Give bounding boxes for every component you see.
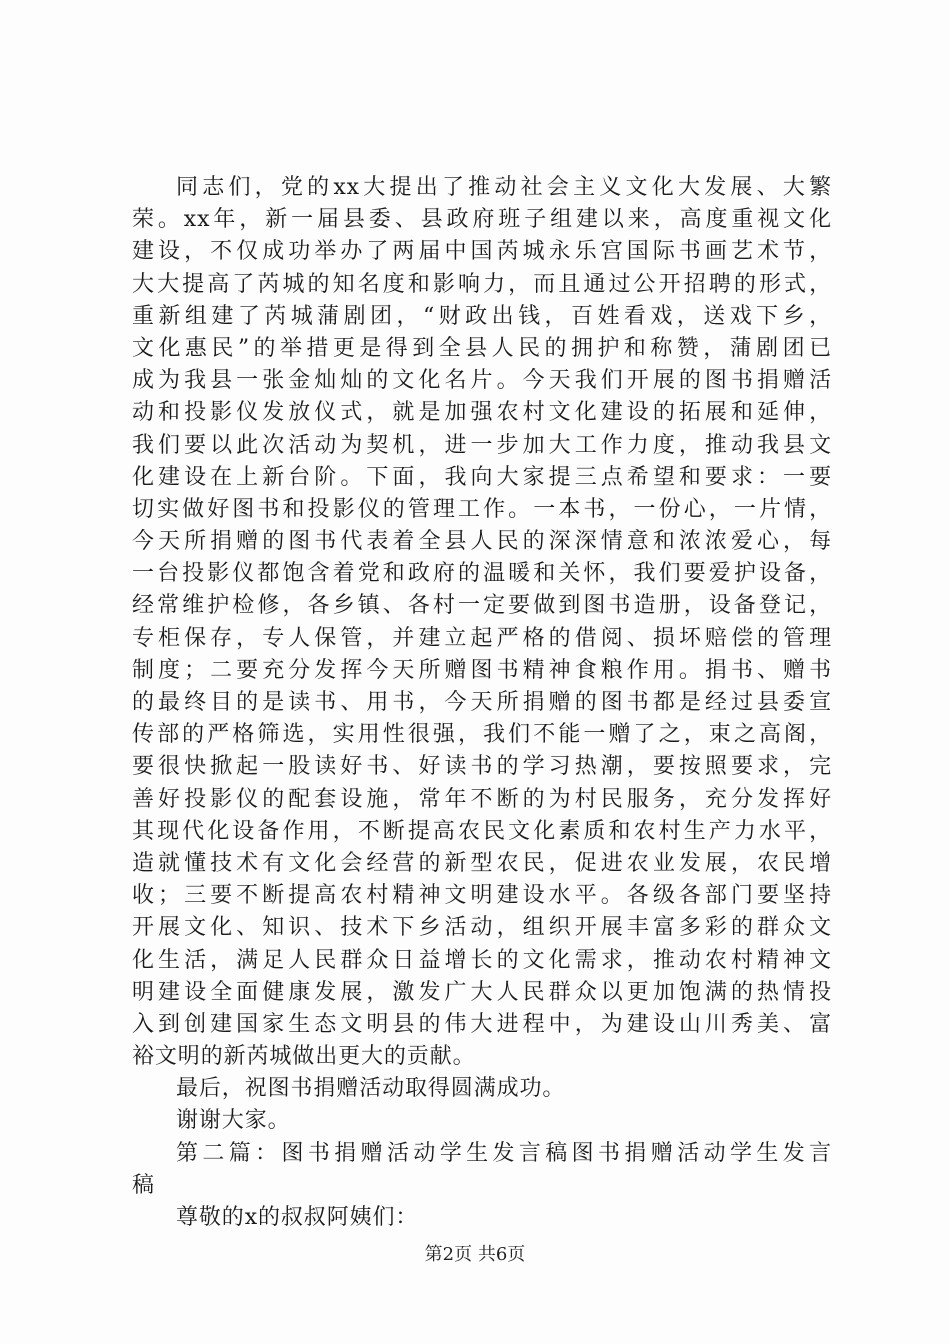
paragraph-line: 造就懂技术有文化会经营的新型农民，促进农业发展，农民增 bbox=[132, 850, 832, 876]
paragraph-line: 大大提高了芮城的知名度和影响力，而且通过公开招聘的形式， bbox=[132, 271, 832, 297]
paragraph-line: 制度；二要充分发挥今天所赠图书精神食粮作用。捐书、赠书 bbox=[132, 657, 832, 683]
paragraph-line: 明建设全面健康发展，激发广大人民群众以更加饱满的热情投 bbox=[132, 979, 832, 1005]
section-heading: 第二篇：图书捐赠活动学生发言稿图书捐赠活动学生发言 bbox=[176, 1140, 832, 1166]
paragraph-line: 化生活，满足人民群众日益增长的文化需求，推动农村精神文 bbox=[132, 947, 832, 973]
paragraph-line: 善好投影仪的配套设施，常年不断的为村民服务，充分发挥好 bbox=[132, 786, 832, 812]
paragraph-line: 入到创建国家生态文明县的伟大进程中，为建设山川秀美、富 bbox=[132, 1011, 832, 1037]
paragraph-line: 同志们，党的xx大提出了推动社会主义文化大发展、大繁 bbox=[176, 175, 832, 200]
paragraph-line: 成为我县一张金灿灿的文化名片。今天我们开展的图书捐赠活 bbox=[132, 368, 832, 394]
paragraph-line: 专柜保存，专人保管，并建立起严格的借阅、损坏赔偿的管理 bbox=[132, 625, 832, 651]
paragraph-line: 文化惠民”的举措更是得到全县人民的拥护和称赞，蒲剧团已 bbox=[132, 335, 832, 361]
paragraph-line: 我们要以此次活动为契机，进一步加大工作力度，推动我县文 bbox=[132, 432, 832, 458]
closing-line: 谢谢大家。 bbox=[176, 1108, 291, 1134]
paragraph-line: 切实做好图书和投影仪的管理工作。一本书，一份心，一片情， bbox=[132, 496, 832, 522]
paragraph-line: 一台投影仪都饱含着党和政府的温暖和关怀，我们要爱护设备， bbox=[132, 561, 832, 587]
paragraph-line: 今天所捐赠的图书代表着全县人民的深深情意和浓浓爱心，每 bbox=[132, 529, 832, 555]
page-footer: 第2页 共6页 bbox=[424, 1244, 526, 1265]
paragraph-line: 化建设在上新台阶。下面，我向大家提三点希望和要求：一要 bbox=[132, 464, 832, 490]
paragraph-line: 开展文化、知识、技术下乡活动，组织开展丰富多彩的群众文 bbox=[132, 915, 832, 941]
paragraph-line: 其现代化设备作用，不断提高农民文化素质和农村生产力水平， bbox=[132, 818, 832, 844]
paragraph-line: 的最终目的是读书、用书，今天所捐赠的图书都是经过县委宣 bbox=[132, 690, 832, 715]
paragraph-line: 荣。xx年，新一届县委、县政府班子组建以来，高度重视文化 bbox=[132, 207, 832, 233]
paragraph-line: 重新组建了芮城蒲剧团，“财政出钱，百姓看戏，送戏下乡， bbox=[132, 303, 832, 329]
closing-line: 最后，祝图书捐赠活动取得圆满成功。 bbox=[176, 1076, 566, 1102]
section-heading: 稿 bbox=[132, 1172, 155, 1198]
paragraph-line: 收；三要不断提高农村精神文明建设水平。各级各部门要坚持 bbox=[132, 883, 832, 909]
paragraph-line: 经常维护检修，各乡镇、各村一定要做到图书造册，设备登记， bbox=[132, 593, 832, 619]
paragraph-line: 传部的严格筛选，实用性很强，我们不能一赠了之，束之高阁， bbox=[132, 722, 832, 748]
paragraph-line: 裕文明的新芮城做出更大的贡献。 bbox=[132, 1044, 476, 1070]
salutation: 尊敬的x的叔叔阿姨们： bbox=[176, 1205, 419, 1230]
document-body bbox=[132, 172, 832, 1234]
paragraph-line: 动和投影仪发放仪式，就是加强农村文化建设的拓展和延伸， bbox=[132, 400, 832, 426]
paragraph-line: 建设，不仅成功举办了两届中国芮城永乐宫国际书画艺术节， bbox=[132, 239, 832, 265]
paragraph-line: 要很快掀起一股读好书、好读书的学习热潮，要按照要求，完 bbox=[132, 754, 832, 780]
